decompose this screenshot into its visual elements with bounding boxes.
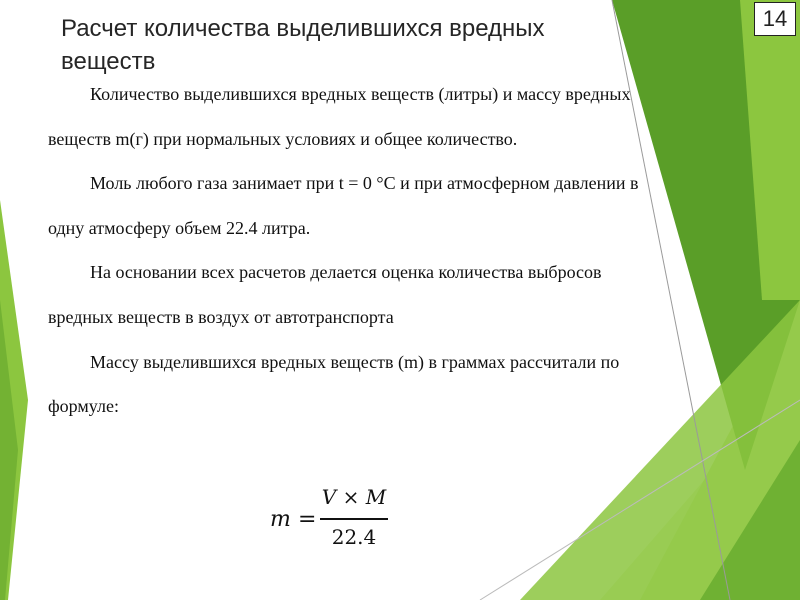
paragraph: На основании всех расчетов делается оценка количества выбросов вредных веществ в воздух от автотранспорта [48, 262, 602, 327]
mass-formula [270, 485, 400, 557]
formula-numerator: V × M [321, 485, 387, 509]
paragraph: Количество выделившихся вредных веществ (литры) и массу вредных веществ m(г) при нормальных условиях и общее количество. [48, 84, 631, 149]
formula-denominator: 22.4 [331, 525, 377, 549]
formula-lhs: m [270, 507, 291, 532]
formula-equals: = [298, 507, 317, 532]
left-arrow-icon [0, 0, 30, 600]
paragraph: Моль любого газа занимает при t = 0 °C и при атмосферном давлении в одну атмосферу объем 22.4 литра. [48, 173, 639, 238]
paragraph: Массу выделившихся вредных веществ (m) в граммах рассчитали по формуле: [48, 351, 620, 417]
fraction-bar [320, 518, 388, 520]
slide-title: Расчет количества выделившихся вредных веществ [61, 15, 545, 75]
page-number-badge: 14 [754, 2, 796, 36]
body-text [48, 72, 660, 429]
